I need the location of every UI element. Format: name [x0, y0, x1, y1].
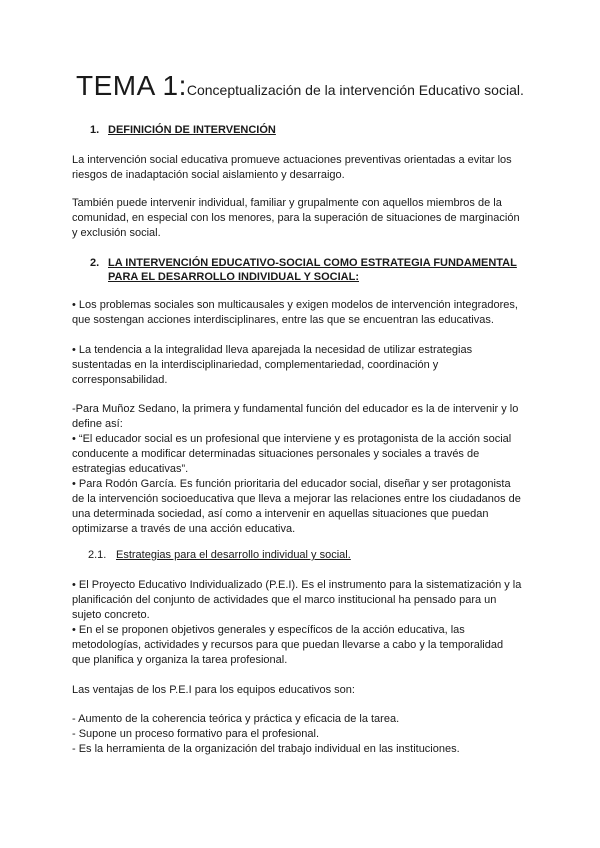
list-ventajas [72, 712, 532, 757]
text-line: comunidad, en especial con los menores, para la superación de situaciones de marginación [72, 212, 520, 224]
list-item: - Supone un proceso formativo para el profesional. [72, 728, 320, 740]
bullet-integralidad [72, 343, 532, 388]
bullet-multicausal [72, 298, 532, 328]
text-line: de la intervención socioeducativa que lleva a mejorar las relaciones entre los ciudadanos de [72, 493, 521, 505]
paragraph-pei [72, 578, 532, 668]
paragraph-scope [72, 196, 532, 241]
subsection-2-1-title: Estrategias para el desarrollo individual y social. [116, 549, 351, 561]
section-2-title [108, 256, 528, 284]
text-line: -Para Muñoz Sedano, la primera y fundamental función del educador es la de intervenir y lo [72, 403, 519, 415]
text-line: • En el se proponen objetivos generales y específicos de la acción educativa, las [72, 624, 465, 636]
page-title [76, 70, 524, 102]
text-line: riesgos de inadaptación social aislamiento y desarraigo. [72, 169, 345, 181]
text-line: planificación del conjunto de actividades que el marco institucional ha pensado para un [72, 594, 497, 606]
list-item: - Es la herramienta de la organización del trabajo individual en las instituciones. [72, 743, 460, 755]
text-line: • El Proyecto Educativo Individualizado (P.E.I). Es el instrumento para la sistematización y la [72, 579, 522, 591]
list-item: - Aumento de la coherencia teórica y práctica y eficacia de la tarea. [72, 713, 400, 725]
text-line: conducente a modificar determinadas situaciones personales y sociales a través de [72, 448, 480, 460]
text-line: y exclusión social. [72, 227, 161, 239]
paragraph-ventajas-intro [72, 683, 532, 698]
text-line: una determinada sociedad, así como a intervenir en aquellas situaciones que puedan [72, 508, 489, 520]
text-line: define así: [72, 418, 123, 430]
subsection-2-1-number: 2.1. [88, 549, 107, 561]
text-line: metodologías, actividades y recursos para que puedan llevarse a cabo y la temporalidad [72, 639, 504, 651]
text-line: Las ventajas de los P.E.I para los equipos educativos son: [72, 684, 355, 696]
text-line: sustentadas en la interdisciplinariedad, complementariedad, coordinación y [72, 359, 439, 371]
subsection-2-1-heading [88, 549, 351, 561]
text-line: que sostengan acciones interdisciplinares, entre las que se encuentran las educativas. [72, 314, 494, 326]
text-line: que planifica y organiza la tarea profesional. [72, 654, 288, 666]
text-line: • La tendencia a la integralidad lleva aparejada la necesidad de utilizar estrategias [72, 344, 473, 356]
section-1-title: DEFINICIÓN DE INTERVENCIÓN [108, 124, 276, 136]
section-1-number: 1. [90, 124, 100, 136]
text-line: • Los problemas sociales son multicausales y exigen modelos de intervención integradores, [72, 299, 518, 311]
text-line: • “El educador social es un profesional que interviene y es protagonista de la acción social [72, 433, 512, 445]
text-line: • Para Rodón García. Es función prioritaria del educador social, diseñar y ser protagonista [72, 478, 511, 490]
paragraph-definition [72, 153, 532, 183]
title-main: TEMA 1: [76, 70, 187, 101]
text-line: También puede intervenir individual, familiar y grupalmente con aquellos miembros de la [72, 197, 502, 209]
text-line: corresponsabilidad. [72, 374, 168, 386]
title-subtitle: Conceptualización de la intervención Educativo social. [186, 82, 524, 98]
heading-line: PARA EL DESARROLLO INDIVIDUAL Y SOCIAL: [108, 271, 359, 283]
text-line: estrategias educativas”. [72, 463, 189, 475]
text-line: sujeto concreto. [72, 609, 150, 621]
text-line: La intervención social educativa promueve actuaciones preventivas orientadas a evitar los [72, 154, 512, 166]
section-1-heading [90, 124, 276, 136]
text-line: optimizarse a través de una acción educativa. [72, 523, 296, 535]
heading-line: LA INTERVENCIÓN EDUCATIVO-SOCIAL COMO ESTRATEGIA FUNDAMENTAL [108, 257, 517, 269]
paragraph-authors [72, 402, 532, 537]
section-2-number: 2. [90, 257, 100, 269]
